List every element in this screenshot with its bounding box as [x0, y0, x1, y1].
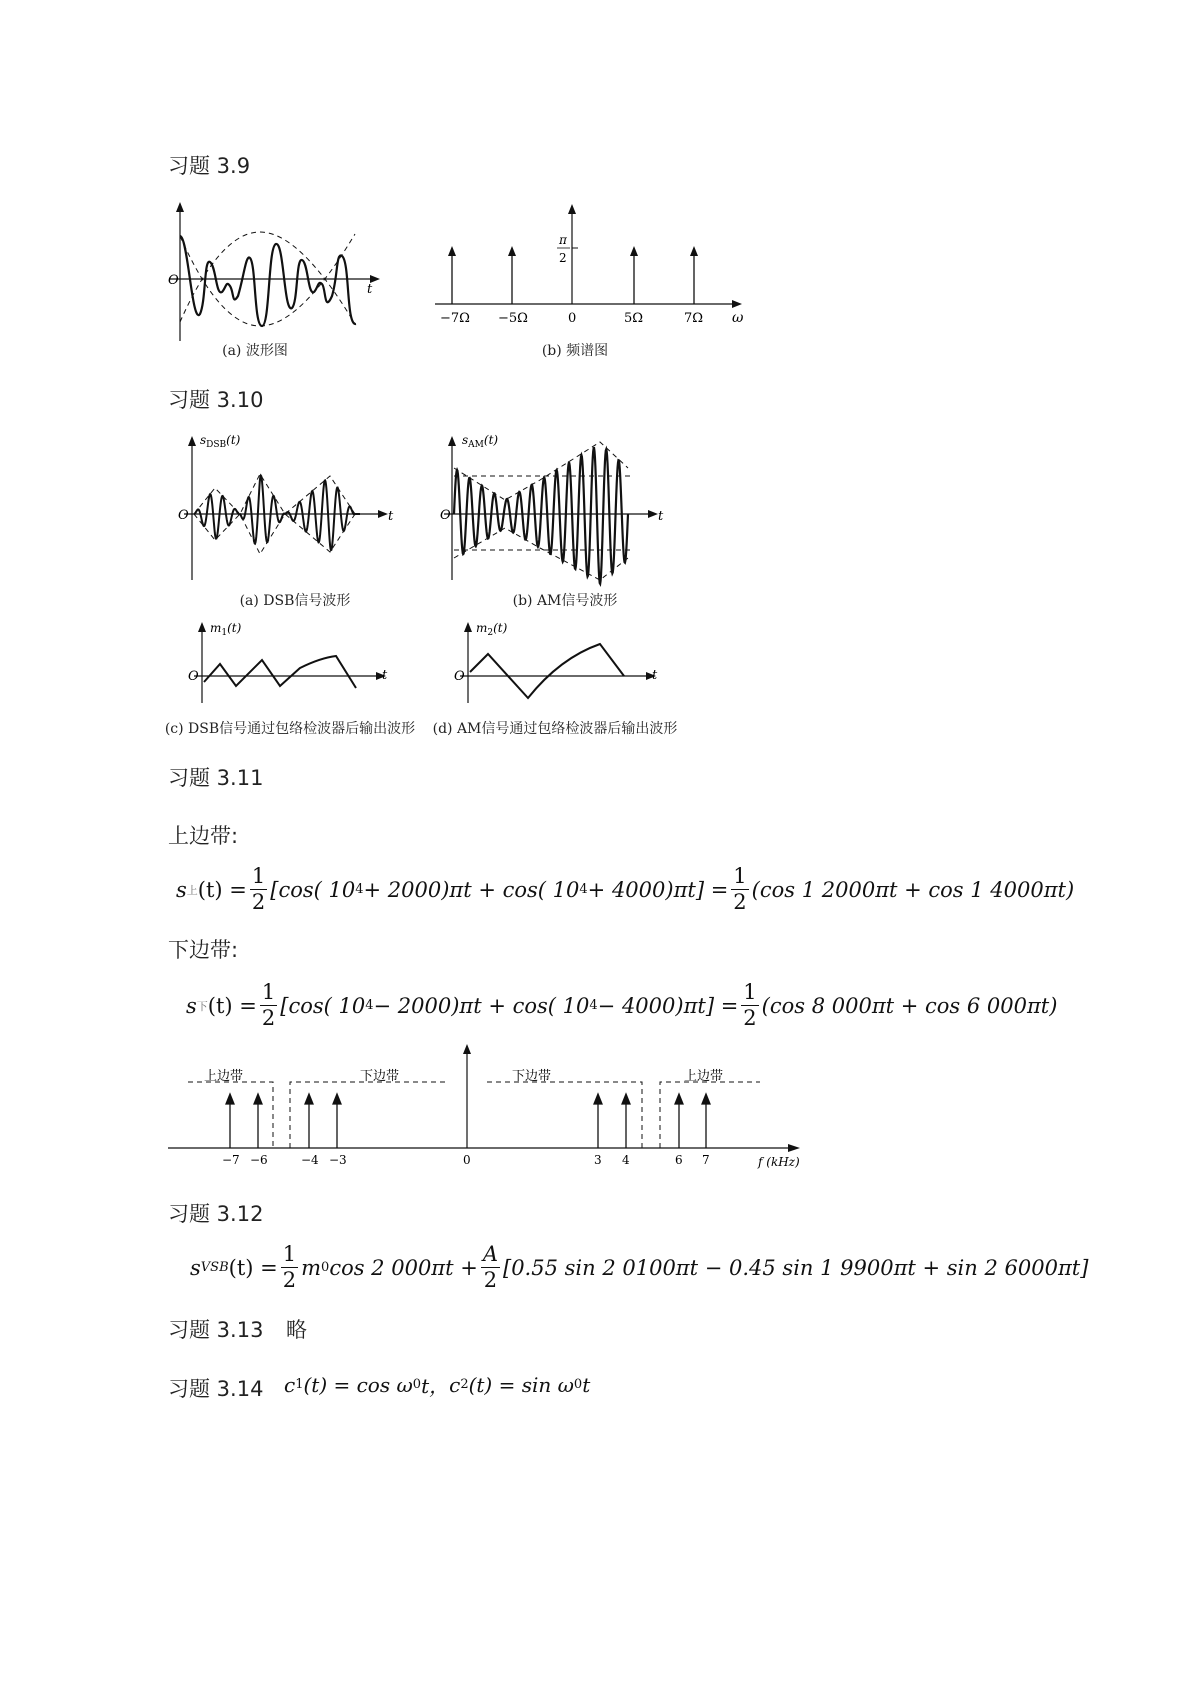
svg-text:sDSB(t): $s_{DSB}(t)$: [200, 433, 241, 450]
tick-minus-5omega: −5Ω: [498, 311, 528, 326]
section-heading-3-12: 习题 3.12: [168, 1202, 264, 1226]
band-label-lower-right: 下边带: [512, 1069, 552, 1084]
lower-sideband-label: 下边带:: [168, 938, 239, 962]
axis-frequency-label: f (kHz): [758, 1155, 800, 1169]
equation-lower-sideband: s 下 (t) = $\frac{1}{2}$ [cos( 10 4 − 2000)πt + cos( 10 4 − 4000)πt] = $\frac{1}{2}$ (cos 8 000πt + cos 6 000πt): [186, 980, 1058, 1030]
band-label-upper-right: 上边带: [684, 1069, 724, 1084]
svg-text:7: 7: [702, 1153, 710, 1167]
svg-text:6: 6: [675, 1153, 683, 1167]
band-label-lower-left: 下边带: [360, 1069, 400, 1084]
svg-text:O: O: [454, 669, 465, 684]
svg-text:t: t: [652, 668, 658, 683]
svg-text:t: t: [658, 509, 664, 524]
sideband-spectrum-figure: [160, 1040, 810, 1170]
svg-text:t: t: [388, 509, 394, 524]
section-3-13-note: 略: [286, 1318, 307, 1342]
axis-origin-label: O: [168, 273, 179, 288]
svg-text:4: 4: [622, 1153, 630, 1167]
caption-3-9b: (b) 频谱图: [541, 343, 609, 359]
caption-3-10d: (d) AM信号通过包络检波器后输出波形: [432, 721, 678, 737]
section-heading-3-13: 习题 3.13: [168, 1318, 264, 1342]
svg-text:O: O: [188, 669, 199, 684]
svg-text:−4: −4: [301, 1153, 319, 1167]
svg-text:m1(t): $m_1(t)$: [210, 621, 242, 638]
upper-sideband-label: 上边带:: [168, 824, 239, 848]
figure-3-10c-dsb-envelope-output: [170, 618, 410, 708]
figure-3-10d-am-envelope-output: [440, 618, 680, 708]
svg-text:−7: −7: [222, 1153, 240, 1167]
equation-upper-sideband: s 上 (t) = $\frac{1}{2}$ [cos( 10 4 + 2000)πt + cos( 10 4 + 4000)πt] = $\frac{1}{2}$ (cos 1 2000πt + cos 1 4000πt): [176, 864, 1075, 914]
caption-3-9a: (a) 波形图: [222, 343, 288, 359]
svg-text:−6: −6: [250, 1153, 268, 1167]
svg-text:3: 3: [594, 1153, 602, 1167]
tick-minus-7omega: −7Ω: [440, 311, 470, 326]
axis-t-label: t: [367, 282, 373, 297]
figure-3-9a-waveform: [160, 196, 400, 356]
figure-3-10a-dsb: [170, 430, 410, 590]
tick-zero: 0: [568, 311, 577, 326]
tick-5omega: 5Ω: [624, 311, 644, 326]
section-heading-3-9: 习题 3.9: [168, 154, 251, 178]
equation-vsb: s VSB (t) = $\frac{1}{2}$ m 0 cos 2 000πt + $\frac{A}{2}$ [0.55 sin 2 0100πt − 0.45 sin 1 9900πt + sin 2 6000πt]: [190, 1242, 1089, 1292]
svg-text:O: O: [440, 508, 451, 523]
caption-3-10a: (a) DSB信号波形: [239, 593, 351, 609]
figure-3-10b-am: [430, 430, 670, 590]
peak-label-den: 2: [559, 251, 567, 265]
section-heading-3-10: 习题 3.10: [168, 388, 264, 412]
svg-text:−3: −3: [329, 1153, 347, 1167]
svg-text:sAM(t): $s_{AM}(t)$: [462, 433, 499, 450]
section-heading-3-14: 习题 3.14: [168, 1377, 264, 1401]
axis-omega-label: ω: [732, 310, 744, 326]
caption-3-10c: (c) DSB信号通过包络检波器后输出波形: [164, 721, 416, 737]
figure-3-9b-spectrum: [430, 196, 750, 336]
peak-label-num: π: [559, 233, 567, 247]
svg-text:t: t: [382, 668, 388, 683]
svg-text:0: 0: [463, 1153, 471, 1167]
caption-3-10b: (b) AM信号波形: [512, 593, 618, 609]
svg-text:m2(t): $m_2(t)$: [476, 621, 508, 638]
band-label-upper-left: 上边带: [204, 1069, 244, 1084]
section-heading-3-11: 习题 3.11: [168, 766, 264, 790]
equation-carriers: c 1 (t) = cos ω 0 t， c 2 (t) = sin ω 0 t: [284, 1372, 591, 1398]
tick-7omega: 7Ω: [684, 311, 704, 326]
svg-text:O: O: [178, 508, 189, 523]
